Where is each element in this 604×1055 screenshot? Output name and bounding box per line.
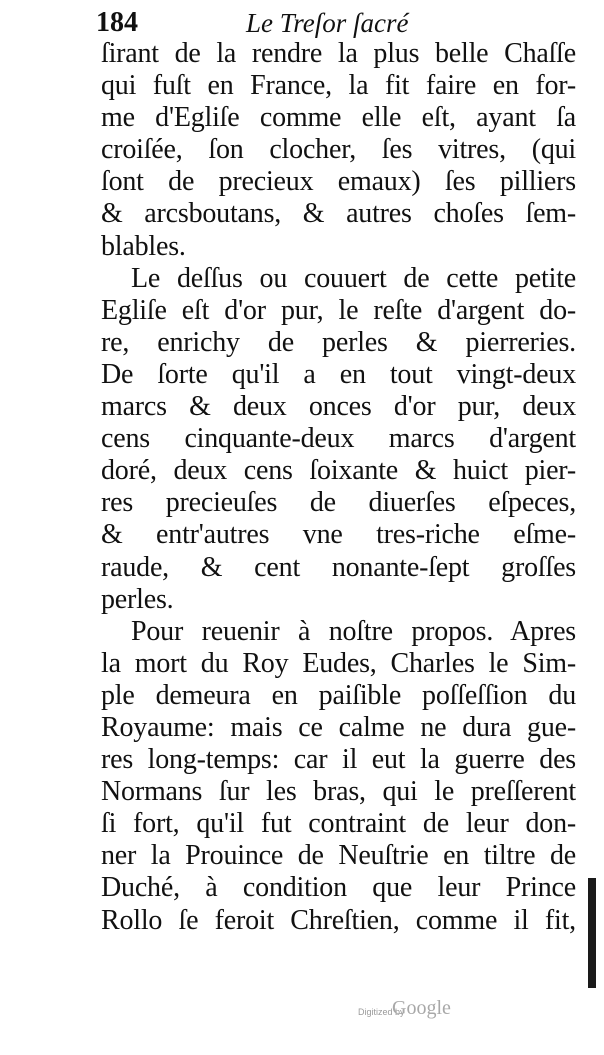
text-line: Rollo ſe feroit Chreſtien, comme il fit, bbox=[101, 904, 576, 936]
page-header bbox=[96, 6, 516, 40]
text-line: qui fuſt en France, la fit faire en for- bbox=[101, 70, 576, 102]
text-line: & entr'autres vne tres-riche eſme- bbox=[101, 519, 576, 551]
text-line: res long-temps: car il eut la guerre des bbox=[101, 744, 576, 776]
scan-edge-mark bbox=[588, 878, 596, 988]
text-line: Normans ſur les bras, qui le preſſerent bbox=[101, 776, 576, 808]
text-line: blables. bbox=[101, 230, 186, 262]
text-line: ple demeura en paiſible poſſeſſion du bbox=[101, 679, 576, 711]
text-line: raude, & cent nonante-ſept groſſes bbox=[101, 551, 576, 583]
digitized-by-label: Digitized by bbox=[358, 1007, 405, 1017]
text-line: ſi fort, qu'il fut contraint de leur don- bbox=[101, 808, 576, 840]
running-head: Le Treſor ſacré bbox=[246, 8, 409, 38]
text-line: De ſorte qu'il a en tout vingt-deux bbox=[101, 358, 576, 390]
text-line: Duché, à condition que leur Prince bbox=[101, 872, 576, 904]
text-line: re, enrichy de perles & pierreries. bbox=[101, 326, 576, 358]
text-line: croiſée, ſon clocher, ſes vitres, (qui bbox=[101, 134, 576, 166]
page-number: 184 bbox=[96, 7, 138, 38]
text-line: me d'Egliſe comme elle eſt, ayant ſa bbox=[101, 102, 576, 134]
text-line: la mort du Roy Eudes, Charles le Sim- bbox=[101, 647, 576, 679]
text-line: cens cinquante-deux marcs d'argent bbox=[101, 423, 576, 455]
google-logo: Google bbox=[392, 997, 451, 1019]
text-line: ſirant de la rendre la plus belle Chaſſe bbox=[101, 38, 576, 69]
text-line: ner la Prouince de Neuſtrie en tiltre de bbox=[101, 840, 576, 872]
digitization-watermark bbox=[358, 997, 498, 1025]
text-line: perles. bbox=[101, 583, 174, 615]
text-line: doré, deux cens ſoixante & huict pier- bbox=[101, 455, 576, 487]
text-line: res precieuſes de diuerſes eſpeces, bbox=[101, 487, 576, 519]
body-text bbox=[101, 38, 576, 937]
text-line: Egliſe eſt d'or pur, le reſte d'argent do- bbox=[101, 294, 576, 326]
text-line: marcs & deux onces d'or pur, deux bbox=[101, 391, 576, 423]
paragraph-start-line: Le deſſus ou couuert de cette petite bbox=[131, 262, 576, 294]
text-line: ſont de precieux emaux) ſes pilliers bbox=[101, 166, 576, 198]
paragraph-start-line: Pour reuenir à noſtre propos. Apres bbox=[131, 615, 576, 647]
text-line: Royaume: mais ce calme ne dura gue- bbox=[101, 711, 576, 743]
text-line: & arcsboutans, & autres choſes ſem- bbox=[101, 198, 576, 230]
